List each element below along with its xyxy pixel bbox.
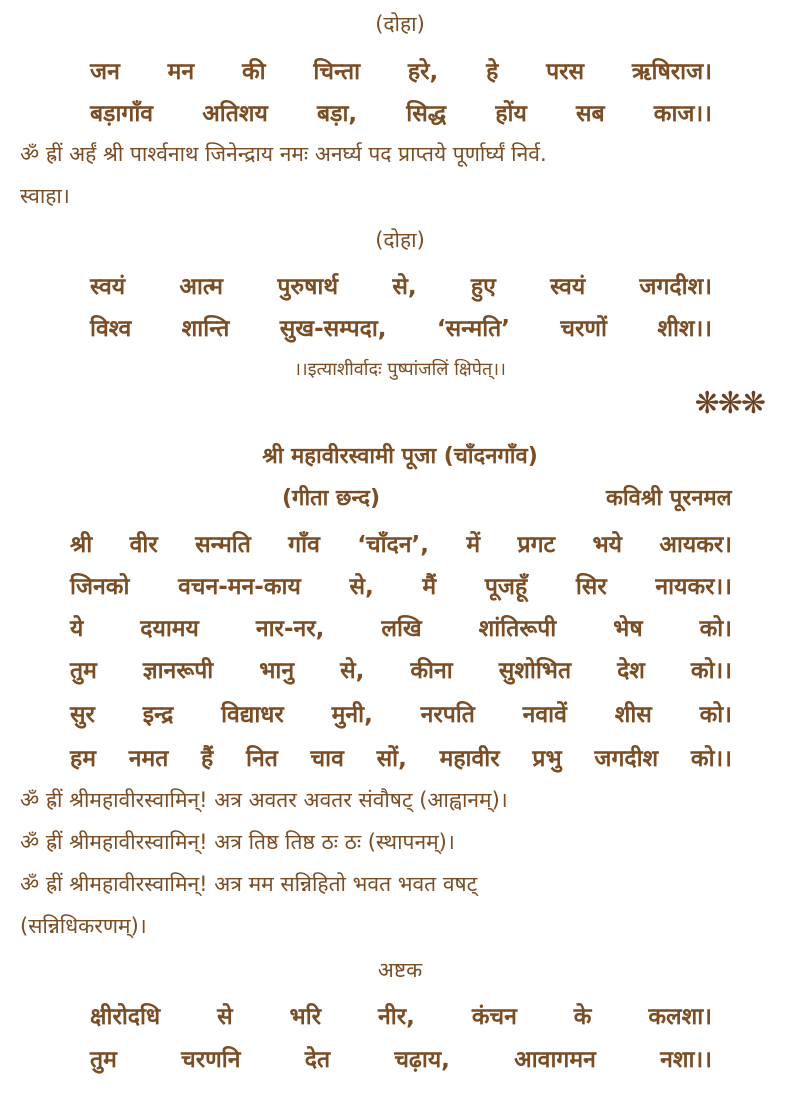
verse-word: परस [546, 59, 585, 85]
verse-word: विद्याधर [221, 702, 284, 728]
verse-word: से, [340, 658, 365, 684]
verse-word: से, [349, 574, 374, 600]
verse-word: हम [70, 746, 96, 772]
puja-title: श्री महावीरस्वामी पूजा (चाँदनगाँव) [262, 444, 538, 469]
verse-word: मन [167, 59, 195, 85]
verse-word: चरणों [560, 316, 607, 342]
verse-word: में [466, 532, 481, 558]
verse-word: को।। [690, 658, 732, 684]
verse-word: चाव [310, 746, 344, 772]
verse-word: नवावें [522, 702, 567, 728]
blessing-line: ।।इत्याशीर्वादः पुष्पांजलिं क्षिपेत्।। [294, 359, 506, 380]
verse-word: सन्मति [195, 532, 251, 558]
verse-word: होंय [495, 101, 527, 127]
verse-word: देत [304, 1047, 331, 1073]
verse-word: चिन्ता [313, 59, 361, 85]
separator-stars: ❋❋❋ [694, 386, 764, 421]
verse-word: विश्व [90, 316, 132, 342]
verse-line [70, 527, 732, 559]
verse-word: हुए [470, 274, 496, 300]
verse-word: ये [70, 616, 84, 642]
verse-word: अतिशय [202, 101, 268, 127]
verse-word: को।। [690, 746, 732, 772]
verse-word: दयामय [140, 616, 199, 642]
verse-word: नरपति [420, 702, 475, 728]
verse-word: शीस [614, 702, 652, 728]
verse-word: आवागमन [514, 1047, 596, 1073]
verse-word: तुम [70, 658, 97, 684]
verse-word: जगदीश [594, 746, 659, 772]
verse-word: पूजहूँ [484, 574, 528, 600]
verse-line [70, 653, 732, 685]
verse-word: भानु [259, 658, 295, 684]
mantra-line: ॐ ह्रीं श्रीमहावीरस्वामिन्! अत्र तिष्ठ तिष्ठ ठः ठः (स्थापनम्)। [20, 830, 455, 854]
verse-word: श्री [70, 532, 93, 558]
verse-word: नायकर।। [655, 574, 732, 600]
verse-word: गाँव [288, 532, 320, 558]
mantra-line: ॐ ह्रीं अर्हं श्री पार्श्वनाथ जिनेन्द्राय नमः अनर्घ्य पद प्राप्तये पूर्णार्घ्यं निर्व. [20, 142, 547, 166]
verse-line [90, 999, 712, 1031]
verse-word: सब [575, 101, 605, 127]
verse-word: स्वयं [550, 274, 586, 300]
verse-word: देश [617, 658, 645, 684]
verse-word: हैं [201, 746, 214, 772]
verse-line [70, 611, 732, 643]
verse-word: बड़ा, [317, 101, 358, 127]
verse-word: शीश।। [657, 316, 712, 342]
verse-word: कंचन [471, 1004, 517, 1030]
verse-word: ज्ञानरूपी [142, 658, 214, 684]
verse-line [70, 569, 732, 601]
verse-word: क्षीरोदधि [90, 1004, 161, 1030]
verse-word: जगदीश। [639, 274, 712, 300]
verse-word: सुशोभित [498, 658, 572, 684]
verse-word: नार-नर, [255, 616, 325, 642]
verse-word: जन [90, 59, 120, 85]
verse-word: इन्द्र [142, 702, 174, 728]
verse-word: सिद्ध [406, 101, 447, 127]
mantra-line: ॐ ह्रीं श्रीमहावीरस्वामिन्! अत्र अवतर अवतर संवौषट् (आह्वानम्)। [20, 788, 508, 812]
verse-word: पुरुषार्थ [277, 274, 339, 300]
verse-word: चढ़ाय, [394, 1047, 450, 1073]
ashtak-label: अष्टक [377, 958, 423, 982]
mantra-line: स्वाहा। [20, 184, 70, 208]
verse-word: बड़ागाँव [90, 101, 154, 127]
verse-word: आत्म [179, 274, 224, 300]
verse-word: भेष [613, 616, 643, 642]
verse-word: की [241, 59, 266, 85]
verse-word: को। [699, 702, 732, 728]
verse-word: नीर, [378, 1004, 415, 1030]
mantra-line: (सन्निधिकरणम्)। [20, 914, 147, 938]
mantra-line: ॐ ह्रीं श्रीमहावीरस्वामिन्! अत्र मम सन्निहितो भवत भवत वषट् [20, 872, 478, 896]
verse-word: से, [392, 274, 417, 300]
verse-word: आयकर। [659, 532, 732, 558]
verse-word: वचन-मन-काय [178, 574, 301, 600]
verse-word: ‘सन्मति’ [436, 316, 511, 342]
verse-word: नित [245, 746, 278, 772]
verse-word: के [573, 1004, 592, 1030]
verse-word: ऋषिराज। [631, 59, 712, 85]
verse-word: सुख-सम्पदा, [279, 316, 387, 342]
verse-word: मुनी, [331, 702, 373, 728]
verse-word: ‘चाँदन’, [357, 532, 429, 558]
verse-word: प्रभु [532, 746, 562, 772]
verse-word: भये [592, 532, 622, 558]
verse-word: चरणनि [181, 1047, 241, 1073]
verse-word: शान्ति [181, 316, 230, 342]
verse-line [90, 269, 712, 301]
verse-word: तुम [90, 1047, 117, 1073]
verse-word: शांतिरूपी [478, 616, 557, 642]
verse-line [90, 311, 712, 343]
verse-word: हे [486, 59, 499, 85]
doha-label-2: (दोहा) [375, 228, 425, 252]
verse-word: महावीर [439, 746, 500, 772]
verse-line [90, 1042, 712, 1074]
verse-word: लखि [381, 616, 422, 642]
verse-word: सों, [376, 746, 407, 772]
meter-label: (गीता छन्द) [282, 486, 380, 511]
verse-word: सुर [70, 702, 95, 728]
verse-word: काज।। [653, 101, 712, 127]
verse-word: कीना [410, 658, 453, 684]
doha-label-1: (दोहा) [375, 12, 425, 36]
verse-word: हरे, [407, 59, 439, 85]
verse-word: भरि [289, 1004, 322, 1030]
verse-word: से [217, 1004, 233, 1030]
verse-word: नमत [128, 746, 169, 772]
verse-line [90, 54, 712, 86]
verse-word: सिर [575, 574, 607, 600]
verse-line [90, 96, 712, 128]
verse-word: को। [699, 616, 732, 642]
verse-word: नशा।। [660, 1047, 712, 1073]
verse-line [70, 697, 732, 729]
verse-word: प्रगट [517, 532, 556, 558]
verse-word: जिनको [70, 574, 130, 600]
verse-word: कलशा। [648, 1004, 712, 1030]
verse-line [70, 741, 732, 773]
verse-word: वीर [129, 532, 158, 558]
poet-name: कविश्री पूरनमल [606, 486, 732, 511]
verse-word: मैं [422, 574, 437, 600]
verse-word: स्वयं [90, 274, 126, 300]
